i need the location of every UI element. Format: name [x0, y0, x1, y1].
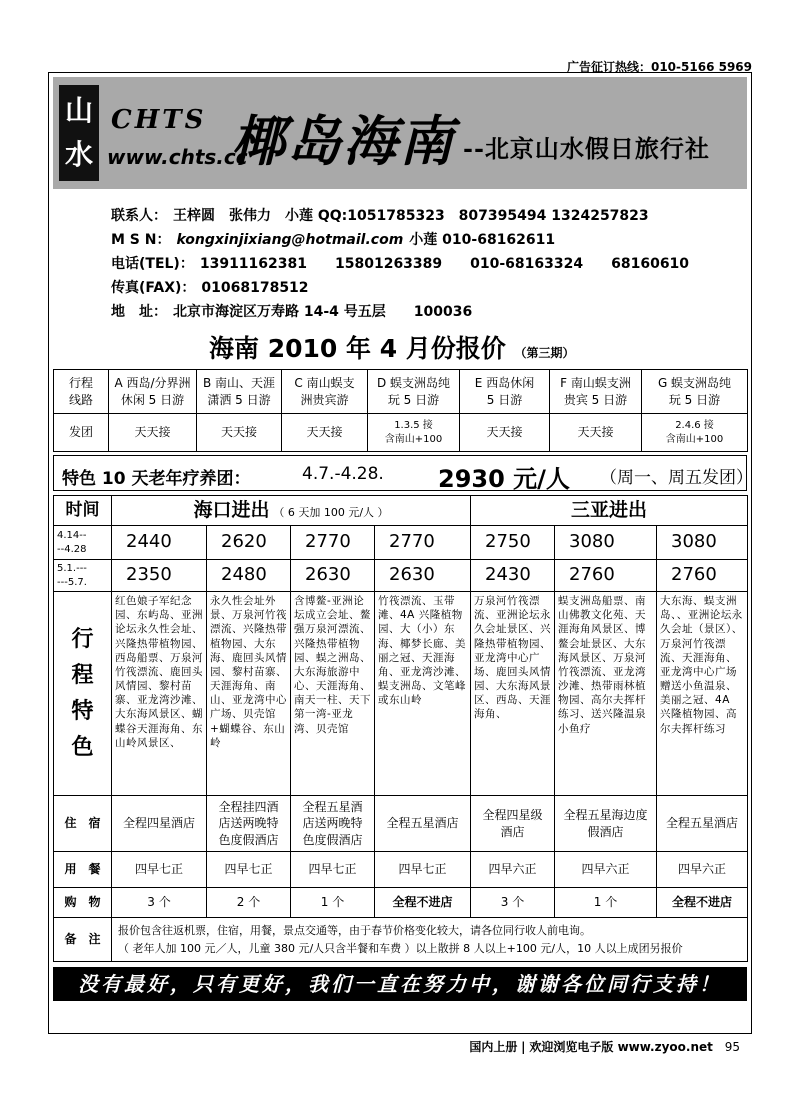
price-cell: 2430 [471, 560, 555, 592]
route-cell: C 南山蜈支 洲贵宾游 [282, 370, 368, 414]
ad-hotline: 广告征订热线：010-5166 5969 [566, 60, 752, 74]
remark-line-1: 报价包含往返机票，住宿，用餐，景点交通等，由于春节价格变化较大，请各位同行收人前电询。 [118, 923, 591, 937]
itinerary-cell: 万泉河竹筏漂流、亚洲论坛永久会址景区、兴隆热带植物园、亚龙湾中心广场、鹿回头风情园、大东海风景区、西岛、天涯海角、 [471, 592, 555, 796]
itinerary-label: 行 程 特 色 [54, 592, 112, 796]
contact-tel [111, 253, 689, 273]
title-text: 海南 2010 年 4 月份报价 [209, 334, 506, 363]
price-cell: 2350 [112, 560, 207, 592]
shopping-cell: 全程不进店 [657, 888, 748, 918]
agency-name: --北京山水假日旅行社 [463, 134, 710, 163]
itinerary-cell: 竹筏漂流、玉带滩、4A 兴隆植物园、大（小）东海、椰梦长廊、美丽之冠、天涯海角、亚龙湾沙滩、蜈支洲岛、文笔峰或东山岭 [375, 592, 471, 796]
shopping-cell: 2 个 [207, 888, 291, 918]
remark-row [54, 918, 748, 962]
itinerary-row [54, 592, 748, 796]
price-row [54, 526, 748, 560]
contact-msn-label: M S N： [111, 232, 171, 248]
period-label: 4.14-- --4.28 [54, 526, 112, 560]
hotel-cell: 全程五星酒 店送两晚特 色度假酒店 [291, 796, 375, 852]
meal-cell: 四早六正 [471, 852, 555, 888]
route-cell: E 西岛休闲 5 日游 [460, 370, 550, 414]
brand-site: www.chts.cc [107, 145, 248, 169]
page-title [209, 329, 575, 365]
contact-address [111, 301, 472, 321]
remark-label: 备 注 [54, 918, 112, 962]
price-cell: 2440 [112, 526, 207, 560]
route-cell: B 南山、天涯 潇洒 5 日游 [197, 370, 282, 414]
hotel-cell: 全程四星酒店 [112, 796, 207, 852]
headline: 椰岛海南 [231, 109, 455, 173]
hotel-cell: 全程四星级 酒店 [471, 796, 555, 852]
issue-number: （第三期） [514, 346, 575, 360]
time-label: 时间 [54, 496, 112, 526]
page-number: 95 [724, 1040, 740, 1054]
route-cell: D 蜈支洲岛纯 玩 5 日游 [368, 370, 460, 414]
meal-cell: 四早七正 [207, 852, 291, 888]
shopping-cell: 1 个 [555, 888, 657, 918]
senior-tour-label: 特色 10 天老年疗养团： [62, 469, 251, 489]
logo-top-char: 山 [64, 94, 93, 127]
departures-row [54, 414, 748, 452]
remark-text [112, 918, 748, 962]
senior-tour-banner [53, 455, 753, 493]
routes-row [54, 370, 748, 414]
itinerary-cell: 含博鳌-亚洲论坛成立会址、鳌强万泉河漂流、兴隆热带植物园、蜈之洲岛、大东海旅游中心、天涯海角、南天一柱、天下第一湾-亚龙湾、贝壳馆 [291, 592, 375, 796]
footer-section: 国内上册 [469, 1040, 518, 1054]
hotel-row [54, 796, 748, 852]
hotel-cell: 全程五星酒店 [375, 796, 471, 852]
period-label: 5.1.--- ---5.7. [54, 560, 112, 592]
header-row [54, 496, 748, 526]
shopping-cell: 全程不进店 [375, 888, 471, 918]
shopping-cell: 3 个 [112, 888, 207, 918]
meal-cell: 四早六正 [555, 852, 657, 888]
hotel-cell: 全程挂四酒 店送两晚特 色度假酒店 [207, 796, 291, 852]
price-cell: 2770 [291, 526, 375, 560]
routes-label: 行程 线路 [54, 370, 109, 414]
footer-separator: | [521, 1040, 526, 1054]
brand-name: CHTS [111, 105, 207, 135]
depart-cell: 天天接 [109, 414, 197, 452]
meal-label: 用 餐 [54, 852, 112, 888]
footer-text: 欢迎浏览电子版 www.zyoo.net [529, 1040, 713, 1054]
meal-row [54, 852, 748, 888]
route-cell: F 南山蜈支洲 贵宾 5 日游 [550, 370, 642, 414]
contact-msn-value[interactable]: kongxinjixiang@hotmail.com [176, 232, 404, 248]
senior-tour-dates: 4.7.-4.28. [302, 464, 384, 484]
itinerary-cell: 蜈支洲岛船票、南山佛教文化苑、天涯海角风景区、博鳌会址景区、大东海风景区、万泉河竹筏漂流、亚龙湾沙滩、热带雨林植物园、高尔夫挥杆练习、送兴隆温泉小鱼疗 [555, 592, 657, 796]
contact-address-label: 地 址： [111, 304, 167, 320]
shopping-cell: 3 个 [471, 888, 555, 918]
depart-label: 发团 [54, 414, 109, 452]
route-cell: G 蜈支洲岛纯 玩 5 日游 [642, 370, 748, 414]
page-frame [48, 72, 752, 1034]
price-cell: 3080 [555, 526, 657, 560]
price-cell: 2630 [291, 560, 375, 592]
meal-cell: 四早七正 [112, 852, 207, 888]
itinerary-cell: 大东海、蜈支洲岛、、亚洲论坛永久会址（景区）、万泉河竹筏漂流、天涯海角、亚龙湾中心广场赠送小鱼温泉、美丽之冠、4A 兴隆植物园、高尔夫挥杆练习 [657, 592, 748, 796]
routes-table [53, 369, 748, 452]
logo [59, 85, 99, 181]
shopping-label: 购 物 [54, 888, 112, 918]
hotel-label: 住 宿 [54, 796, 112, 852]
price-cell: 2760 [657, 560, 748, 592]
depart-cell: 天天接 [197, 414, 282, 452]
route-cell: A 西岛/分界洲 休闲 5 日游 [109, 370, 197, 414]
hotel-cell: 全程五星酒店 [657, 796, 748, 852]
hotel-cell: 全程五星海边度 假酒店 [555, 796, 657, 852]
contact-tel-label: 电话(TEL)： [111, 256, 194, 272]
contact-people-value: 王梓圆 张伟力 小莲 QQ:1051785323 807395494 1324257823 [173, 208, 649, 224]
senior-tour-price: 2930 元/人 [438, 465, 570, 493]
price-cell: 2480 [207, 560, 291, 592]
price-cell: 2620 [207, 526, 291, 560]
contact-fax-label: 传真(FAX)： [111, 280, 196, 296]
banner [53, 77, 747, 189]
contact-fax-value: 01068178512 [201, 280, 309, 296]
haikou-note: （ 6 天加 100 元/人 ） [273, 505, 389, 519]
meal-cell: 四早七正 [375, 852, 471, 888]
slogan: 没有最好，只有更好，我们一直在努力中，谢谢各位同行支持！ [53, 967, 747, 1001]
remark-line-2: （ 老年人加 100 元／人，儿童 380 元/人只含半餐和车费 ）以上散拼 8 人以上+100 元/人，10 人以上成团另报价 [118, 941, 683, 955]
contact-address-value: 北京市海淀区万寿路 14-4 号五层 100036 [173, 304, 473, 320]
meal-cell: 四早七正 [291, 852, 375, 888]
meal-cell: 四早六正 [657, 852, 748, 888]
haikou-header [112, 496, 471, 526]
logo-bottom-char: 水 [64, 138, 93, 171]
depart-cell: 2.4.6 接 含南山+100 [642, 414, 748, 452]
shopping-row [54, 888, 748, 918]
price-cell: 2630 [375, 560, 471, 592]
sanya-title: 三亚进出 [471, 496, 748, 526]
price-cell: 2770 [375, 526, 471, 560]
shopping-cell: 1 个 [291, 888, 375, 918]
contact-people-label: 联系人： [111, 208, 167, 224]
price-row [54, 560, 748, 592]
haikou-title: 海口进出 [193, 498, 270, 521]
depart-cell: 天天接 [282, 414, 368, 452]
price-cell: 3080 [657, 526, 748, 560]
contact-fax [111, 277, 309, 297]
depart-cell: 天天接 [550, 414, 642, 452]
itinerary-cell: 红色娘子军纪念园、东屿岛、亚洲论坛永久性会址、兴隆热带植物园、西岛船票、万泉河竹筏漂流、鹿回头风情园、黎村苗寨、亚龙湾沙滩、大东海风景区、蝴蝶谷天涯海角、东山岭风景区、 [112, 592, 207, 796]
depart-cell: 天天接 [460, 414, 550, 452]
price-table [53, 495, 748, 962]
contact-msn [111, 229, 555, 249]
contact-people [111, 205, 649, 225]
contact-msn-extra: 小莲 010-68162611 [409, 232, 556, 248]
price-cell: 2760 [555, 560, 657, 592]
senior-tour-note: （周一、周五发团） [600, 468, 753, 488]
page-footer [469, 1038, 740, 1055]
price-cell: 2750 [471, 526, 555, 560]
contact-tel-value: 13911162381 15801263389 010-68163324 68160610 [199, 256, 690, 272]
depart-cell: 1.3.5 接 含南山+100 [368, 414, 460, 452]
itinerary-cell: 永久性会址外景、万泉河竹筏漂流、兴隆热带植物园、大东海、鹿回头风情园、黎村苗寨、天涯海角、南山、亚龙湾中心广场、贝壳馆+蝴蝶谷、东山岭 [207, 592, 291, 796]
